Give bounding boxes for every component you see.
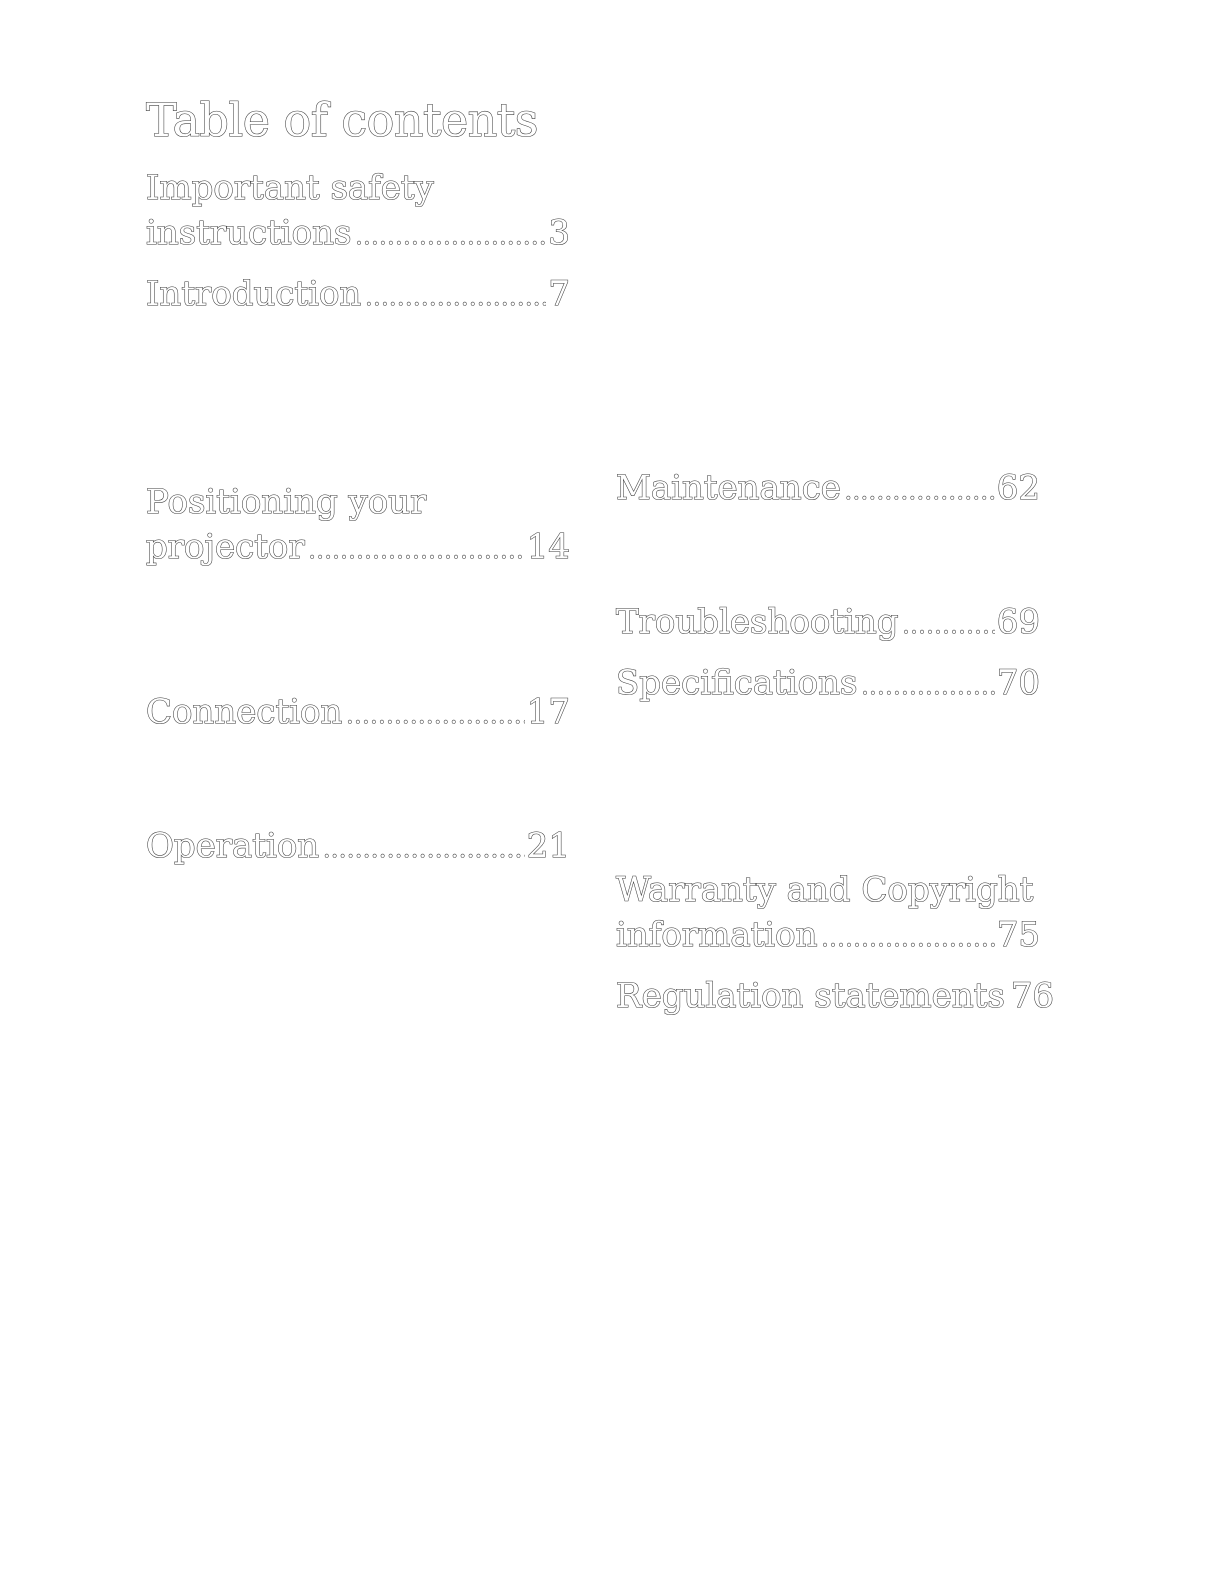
toc-entry-label: Regulation statements: [616, 976, 1005, 1016]
toc-entry-troubleshooting[interactable]: [616, 600, 1040, 649]
toc-entry-connection[interactable]: [146, 690, 570, 739]
dot-leader: [346, 694, 524, 739]
toc-page-number: 69: [996, 602, 1040, 642]
toc-page-number: 70: [996, 663, 1040, 703]
dot-leader: [355, 215, 546, 260]
toc-entry-label: projector: [146, 527, 305, 567]
toc-entry-specifications[interactable]: [616, 661, 1040, 710]
toc-entry-line: [146, 690, 570, 739]
toc-entry-line: [616, 661, 1040, 710]
toc-page-number: 17: [526, 692, 570, 732]
dot-leader: [822, 917, 995, 962]
toc-entry-line: [616, 974, 1055, 1023]
toc-entry-line: [616, 466, 1040, 515]
toc-page-number: 21: [526, 826, 570, 866]
toc-entry-label: Connection: [146, 692, 343, 732]
toc-entry-important-safety[interactable]: [146, 166, 570, 260]
toc-entry-label: Operation: [146, 826, 320, 866]
toc-entry-title-line1: Important safety: [146, 168, 434, 208]
dot-leader: [365, 276, 546, 321]
toc-entry-positioning[interactable]: [146, 480, 570, 574]
page-title: Table of contents: [146, 93, 538, 147]
toc-page-number: 3: [548, 213, 570, 253]
toc-page-number: 62: [996, 468, 1040, 508]
dot-leader: [903, 604, 995, 649]
toc-entry-label: Troubleshooting: [616, 602, 899, 642]
toc-entry-introduction[interactable]: [146, 272, 570, 321]
toc-entry-title-line1: Positioning your: [146, 482, 427, 522]
toc-entry-label: Specifications: [616, 663, 858, 703]
toc-entry-line: [146, 525, 570, 574]
dot-leader: [323, 828, 525, 873]
toc-entry-line: [616, 913, 1040, 962]
toc-entry-line: [616, 600, 1040, 649]
dot-leader: [309, 529, 525, 574]
toc-entry-label: Introduction: [146, 274, 362, 314]
toc-entry-label: information: [616, 915, 818, 955]
toc-entry-operation[interactable]: [146, 824, 570, 873]
dot-leader: [861, 665, 994, 710]
toc-entry-title-line1: Warranty and Copyright: [616, 870, 1034, 910]
toc-entry-label: instructions: [146, 213, 352, 253]
toc-page-number: 76: [1010, 976, 1055, 1016]
toc-entry-maintenance[interactable]: [616, 466, 1040, 515]
toc-entry-label: Maintenance: [616, 468, 841, 508]
toc-entry-line: [146, 272, 570, 321]
toc-page-number: 7: [548, 274, 570, 314]
toc-entry-regulation[interactable]: [616, 974, 1055, 1023]
toc-entry-line: [146, 824, 570, 873]
toc-entry-warranty[interactable]: [616, 868, 1040, 962]
toc-page-number: 14: [526, 527, 570, 567]
toc-page-number: 75: [996, 915, 1040, 955]
dot-leader: [845, 470, 995, 515]
toc-entry-line: [146, 211, 570, 260]
